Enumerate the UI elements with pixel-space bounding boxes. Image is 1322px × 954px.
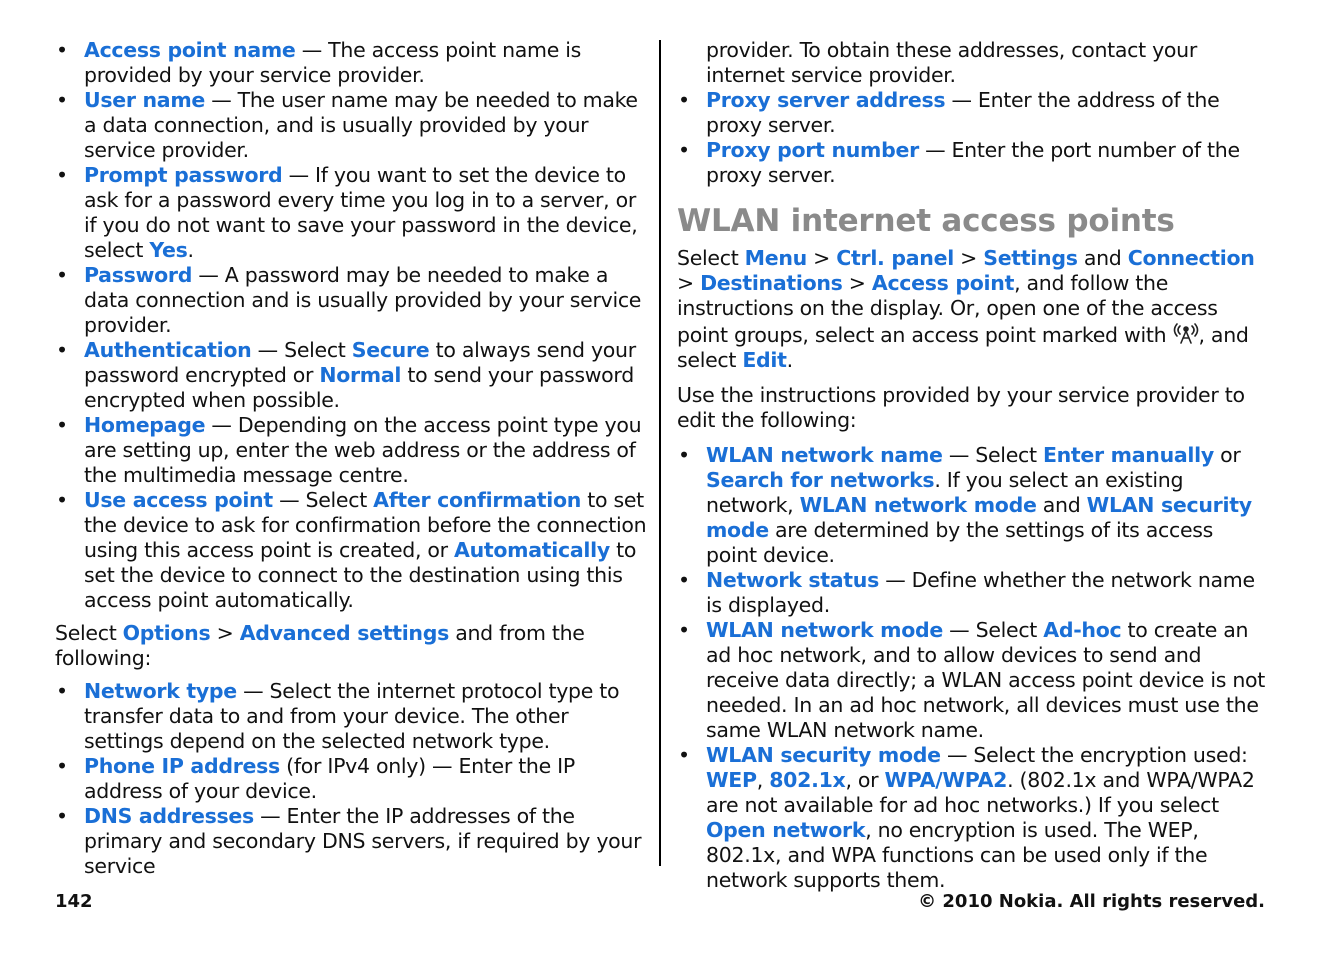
wlan-access-point-icon [1173, 321, 1199, 345]
term-authentication: Authentication [84, 338, 252, 362]
item-text: — A password may be needed to make a data connection and is usually provided by your service provider. [84, 263, 642, 337]
menu-ctrl-panel: Ctrl. panel [836, 246, 954, 270]
list-item [677, 618, 1269, 743]
term-wlan-security-mode: WLAN security mode [706, 743, 941, 767]
menu-edit: Edit [742, 348, 787, 372]
item-text: — Enter the port number of the proxy server. [706, 138, 1240, 187]
para-text: > [806, 246, 837, 270]
list-item [677, 743, 1269, 893]
option-ad-hoc: Ad-hoc [1043, 618, 1122, 642]
access-point-settings-list [55, 38, 647, 613]
intro-text: Select [55, 621, 123, 645]
right-column [677, 38, 1269, 893]
item-text: — Enter the IP addresses of the primary and secondary DNS servers, if required by your service [84, 804, 642, 878]
intro-text: > [210, 621, 240, 645]
term-phone-ip-address: Phone IP address [84, 754, 280, 778]
term-proxy-server-address: Proxy server address [706, 88, 946, 112]
item-text: — Select the encryption used: [940, 743, 1248, 767]
item-text: — Select [272, 488, 374, 512]
menu-menu: Menu [744, 246, 807, 270]
item-text: — Select [942, 443, 1043, 467]
para-text: and [1077, 246, 1128, 270]
item-text: and [1036, 493, 1087, 517]
term-access-point-name: Access point name [84, 38, 296, 62]
para-text: , and select [677, 323, 1249, 372]
item-text: — Select the internet protocol type to transfer data to and from your device. The other settings depend on the selected network type. [84, 679, 620, 753]
term-wlan-network-mode: WLAN network mode [706, 618, 943, 642]
item-text: to send your password encrypted when possible. [84, 363, 634, 412]
wlan-edit-intro: Use the instructions provided by your service provider to edit the following: [677, 383, 1245, 432]
term-password: Password [84, 263, 193, 287]
item-text: . [187, 238, 194, 262]
left-column [55, 38, 647, 879]
item-text: — Define whether the network name is displayed. [706, 568, 1255, 617]
item-text: to create an ad hoc network, and to allow devices to send and receive data directly; a WLAN access point device is not needed. In an ad hoc network, all devices must use the same WLAN network name. [706, 618, 1266, 742]
option-open-network: Open network [706, 818, 866, 842]
proxy-settings-list [677, 88, 1269, 188]
item-text: . If you select an existing network, [706, 468, 1184, 517]
item-text: or [1213, 443, 1241, 467]
para-text: , and follow the instructions on the display. Or, open one of the access point groups, select an access point marked with [677, 271, 1218, 347]
term-proxy-port-number: Proxy port number [706, 138, 919, 162]
list-item [677, 88, 1269, 138]
term-network-status: Network status [706, 568, 879, 592]
list-item [55, 163, 647, 263]
list-item [677, 568, 1269, 618]
ref-wlan-network-mode: WLAN network mode [799, 493, 1037, 517]
list-item [55, 754, 647, 804]
ref-wlan-security-mode: WLAN security mode [706, 493, 1252, 542]
option-after-confirmation: After confirmation [373, 488, 582, 512]
option-yes: Yes [149, 238, 188, 262]
term-network-type: Network type [84, 679, 237, 703]
item-text: , no encryption is used. The WEP, 802.1x, and WPA functions can be used only if the network supports them. [706, 818, 1208, 892]
option-normal: Normal [319, 363, 402, 387]
term-homepage: Homepage [84, 413, 206, 437]
option-wpa-wpa2: WPA/WPA2 [884, 768, 1008, 792]
para-text: > [953, 246, 984, 270]
list-item [55, 38, 647, 88]
item-text: to always send your password encrypted or [84, 338, 636, 387]
option-search-for-networks: Search for networks [706, 468, 935, 492]
item-text: — Select [251, 338, 352, 362]
term-use-access-point: Use access point [84, 488, 273, 512]
para-text: . [786, 348, 793, 372]
list-item [677, 443, 1269, 568]
para-text: > [842, 271, 872, 295]
advanced-settings-list [55, 679, 647, 879]
item-text: to set the device to ask for confirmation before the connection using this access point is created, or [84, 488, 647, 562]
list-item [55, 804, 647, 879]
term-user-name: User name [84, 88, 205, 112]
continued-text: provider. To obtain these addresses, contact your internet service provider. [706, 38, 1197, 87]
option-secure: Secure [351, 338, 430, 362]
option-automatically: Automatically [454, 538, 610, 562]
list-item [55, 88, 647, 163]
menu-destinations: Destinations [700, 271, 843, 295]
item-text: — The access point name is provided by your service provider. [84, 38, 582, 87]
para-text: > [677, 271, 701, 295]
page-number: 142 [55, 891, 93, 912]
option-enter-manually: Enter manually [1042, 443, 1214, 467]
menu-settings: Settings [983, 246, 1078, 270]
option-802-1x: 802.1x [769, 768, 846, 792]
advanced-settings-intro [55, 621, 647, 671]
list-item [55, 679, 647, 754]
item-text: , or [845, 768, 885, 792]
item-text: — Select [942, 618, 1044, 642]
term-dns-addresses: DNS addresses [84, 804, 254, 828]
item-text: (for IPv4 only) — Enter the IP address of your device. [84, 754, 575, 803]
section-heading: WLAN internet access points [677, 203, 1175, 239]
item-text: — Depending on the access point type you are setting up, enter the web address or the address of the multimedia message centre. [84, 413, 642, 487]
option-wep: WEP [706, 768, 757, 792]
menu-connection: Connection [1127, 246, 1255, 270]
item-text: to set the device to connect to the destination using this access point automatically. [84, 538, 637, 612]
item-text: . (802.1x and WPA/WPA2 are not available for ad hoc networks.) If you select [706, 768, 1255, 817]
item-text: are determined by the settings of its access point device. [706, 518, 1214, 567]
list-item [55, 488, 647, 613]
item-text: — If you want to set the device to ask for a password every time you log in to a server, or if you do not want to save your password in the device, select [84, 163, 638, 262]
wlan-instructions [677, 246, 1269, 373]
intro-text: and from the following: [55, 621, 585, 670]
list-item [677, 138, 1269, 188]
item-text: , [756, 768, 770, 792]
wlan-settings-list [677, 443, 1269, 893]
menu-options: Options [122, 621, 211, 645]
list-item [55, 338, 647, 413]
item-text: — Enter the address of the proxy server. [706, 88, 1220, 137]
term-prompt-password: Prompt password [84, 163, 283, 187]
item-text: — The user name may be needed to make a data connection, and is usually provided by your service provider. [84, 88, 638, 162]
para-text: Select [677, 246, 745, 270]
list-item [55, 263, 647, 338]
menu-advanced-settings: Advanced settings [239, 621, 450, 645]
menu-access-point: Access point [871, 271, 1015, 295]
list-item [55, 413, 647, 488]
term-wlan-network-name: WLAN network name [706, 443, 943, 467]
column-divider [659, 40, 661, 866]
copyright-notice: © 2010 Nokia. All rights reserved. [918, 891, 1265, 912]
